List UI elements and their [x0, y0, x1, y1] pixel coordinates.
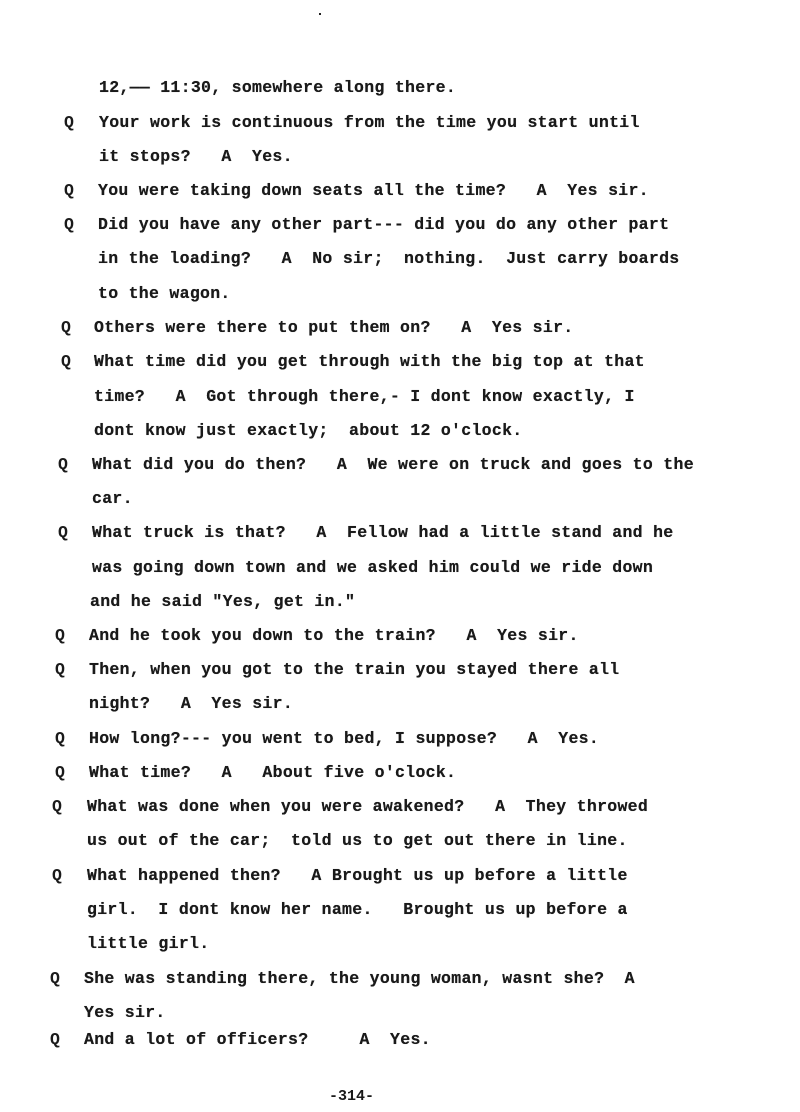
- question-marker: Q: [52, 866, 62, 885]
- transcript-line: And he took you down to the train? A Yes sir.: [89, 626, 579, 645]
- transcript-line: girl. I dont know her name. Brought us up before a: [87, 900, 628, 919]
- question-marker: Q: [50, 969, 60, 988]
- transcript-line: us out of the car; told us to get out there in line.: [87, 831, 628, 850]
- transcript-line: What did you do then? A We were on truck and goes to the: [92, 455, 694, 474]
- transcript-line: How long?--- you went to bed, I suppose? A Yes.: [89, 729, 600, 748]
- question-marker: Q: [64, 113, 74, 132]
- transcript-line: What happened then? A Brought us up before a little: [87, 866, 628, 885]
- question-marker: Q: [61, 352, 71, 371]
- question-marker: Q: [55, 763, 65, 782]
- transcript-line: What time did you get through with the big top at that: [94, 352, 645, 371]
- transcript-line: was going down town and we asked him could we ride down: [92, 558, 654, 577]
- question-marker: Q: [55, 626, 65, 645]
- transcript-line: dont know just exactly; about 12 o'clock.: [94, 421, 523, 440]
- transcript-line: to the wagon.: [98, 284, 231, 303]
- transcript-line: time? A Got through there,- I dont know exactly, I: [94, 387, 635, 406]
- question-marker: Q: [58, 455, 68, 474]
- transcript-line: in the loading? A No sir; nothing. Just carry boards: [98, 249, 680, 268]
- transcript-line: What was done when you were awakened? A They throwed: [87, 797, 649, 816]
- question-marker: Q: [61, 318, 71, 337]
- transcript-line: You were taking down seats all the time? A Yes sir.: [98, 181, 649, 200]
- transcript-line: Then, when you got to the train you stayed there all: [89, 660, 620, 679]
- transcript-line: She was standing there, the young woman, wasnt she? A: [84, 969, 635, 988]
- scan-speck: [319, 13, 321, 15]
- transcript-line: Did you have any other part--- did you do any other part: [98, 215, 670, 234]
- transcript-line: car.: [92, 489, 133, 508]
- transcript-line: night? A Yes sir.: [89, 694, 294, 713]
- question-marker: Q: [50, 1030, 60, 1049]
- question-marker: Q: [58, 523, 68, 542]
- page-number: -314-: [329, 1088, 375, 1105]
- transcript-line: And a lot of officers? A Yes.: [84, 1030, 431, 1049]
- transcript-line: 12,—— 11:30, somewhere along there.: [99, 78, 457, 97]
- transcript-line: and he said "Yes, get in.": [90, 592, 356, 611]
- transcript-line: it stops? A Yes.: [99, 147, 293, 166]
- transcript-line: What time? A About five o'clock.: [89, 763, 457, 782]
- question-marker: Q: [64, 215, 74, 234]
- transcript-line: Yes sir.: [84, 1003, 166, 1022]
- transcript-line: little girl.: [87, 934, 210, 953]
- question-marker: Q: [52, 797, 62, 816]
- transcript-line: Your work is continuous from the time you start until: [99, 113, 640, 132]
- transcript-line: What truck is that? A Fellow had a little stand and he: [92, 523, 674, 542]
- question-marker: Q: [55, 729, 65, 748]
- question-marker: Q: [64, 181, 74, 200]
- transcript-line: Others were there to put them on? A Yes sir.: [94, 318, 574, 337]
- question-marker: Q: [55, 660, 65, 679]
